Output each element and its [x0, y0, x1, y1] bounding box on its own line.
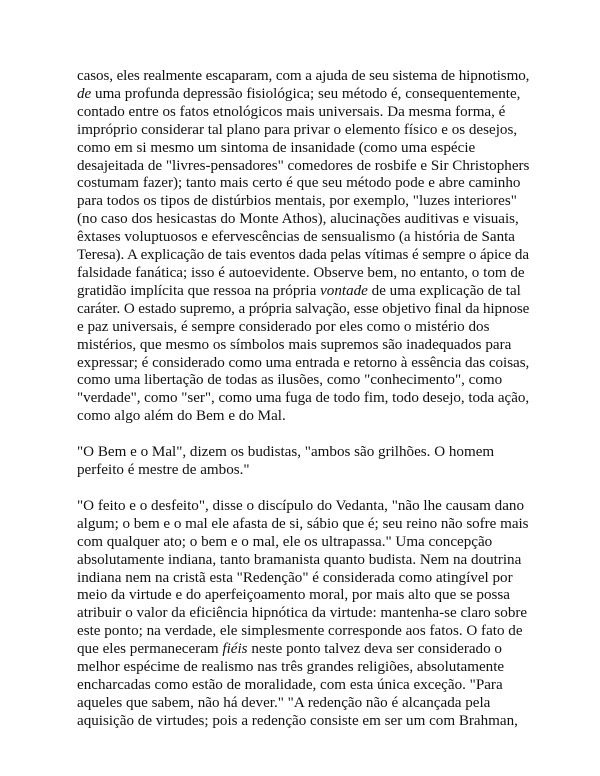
text-line	[77, 319, 525, 337]
text-line	[77, 552, 525, 570]
text-segment: que eles permaneceram	[77, 641, 223, 658]
text-segment: melhor espécime de realismo nas três grandes religiões, absolutamente	[77, 659, 505, 676]
text-line	[77, 605, 528, 623]
text-segment: impróprio considerar tal plano para privar o elemento físico e os desejos,	[77, 121, 518, 138]
text-line	[77, 695, 525, 713]
text-segment: mistérios, que mesmo os símbolos mais supremos são inadequados para	[77, 336, 512, 353]
text-segment: (no caso dos hesicastas do Monte Athos), alucinações auditivas e visuais,	[77, 211, 519, 228]
text-line	[77, 623, 525, 641]
text-segment: expressar; é considerado como uma entrada e retorno à essência das coisas,	[77, 354, 530, 371]
text-segment: perfeito é mestre de ambos."	[77, 462, 250, 479]
text-segment: este ponto; na verdade, ele simplesmente corresponde aos fatos. O fato de	[77, 623, 523, 640]
text-line	[77, 659, 525, 677]
text-segment: e paz universais, é sempre considerado por eles como o mistério dos	[77, 318, 490, 335]
text-line	[77, 140, 525, 158]
text-line	[77, 462, 525, 480]
text-line	[77, 372, 525, 390]
text-segment: aqueles que sabem, não há dever." "A redenção não é alcançada pela	[77, 694, 491, 711]
italic-text: vontade	[320, 282, 368, 299]
text-line	[77, 193, 525, 211]
paragraph	[77, 444, 525, 480]
text-line	[77, 641, 525, 659]
text-segment: "verdade", como "ser", como uma fuga de todo fim, todo desejo, toda ação,	[77, 390, 530, 407]
text-line	[77, 677, 525, 695]
paragraph	[77, 68, 530, 426]
italic-text: de	[77, 85, 92, 102]
text-segment: como uma libertação de todas as ilusões, como "conhecimento", como	[77, 372, 503, 389]
text-segment: de uma explicação de tal	[367, 282, 521, 299]
text-line	[77, 444, 525, 462]
text-line	[77, 713, 525, 731]
text-segment: atribuir o valor da eficiência hipnótica da virtude: mantenha-se claro sobre	[77, 605, 528, 622]
text-segment: casos, eles realmente escaparam, com a ajuda de seu sistema de hipnotismo,	[77, 68, 530, 84]
text-segment: costumam fazer); tanto mais certo é que seu método pode e abre caminho	[77, 175, 521, 192]
text-segment: aquisição de virtudes; pois a redenção consiste em ser um com Brahman,	[77, 712, 518, 729]
text-segment: absolutamente indiana, tanto bramanista quanto budista. Nem na doutrina	[77, 551, 522, 568]
text-line	[77, 68, 530, 86]
text-line	[77, 265, 525, 283]
text-line	[77, 122, 525, 140]
text-segment: desajeitada de "livres-pensadores" comedores de rosbife e Sir Christophers	[77, 157, 530, 174]
text-segment: encharcadas como estão de moralidade, com esta única exceção. "Para	[77, 677, 503, 693]
paragraph	[77, 497, 529, 731]
text-line	[77, 104, 525, 122]
text-segment: meio da virtude e do aperfeiçoamento moral, por mais alto que se possa	[77, 587, 510, 604]
text-segment: êxtases voluptuosos e efervescências de sensualismo (a história de Santa	[77, 229, 516, 246]
text-line	[77, 86, 525, 104]
text-line	[77, 587, 525, 605]
text-segment: uma profunda depressão fisiológica; seu método é, consequentemente,	[91, 85, 521, 102]
text-line	[77, 498, 525, 516]
text-segment: como em si mesmo um sintoma de insanidade (como uma espécie	[77, 139, 476, 156]
text-segment: indiana nem na cristã esta "Redenção" é considerada como atingível por	[77, 569, 513, 586]
text-line	[77, 390, 530, 408]
text-line	[77, 157, 530, 176]
text-segment: Teresa). A explicação de tais eventos dada pelas vítimas é sempre o ápice da	[77, 247, 529, 264]
text-segment: como algo além do Bem e do Mal.	[77, 408, 286, 425]
text-line	[77, 211, 525, 229]
text-segment: "O Bem e o Mal", dizem os budistas, "ambos são grilhões. O homem	[77, 444, 495, 461]
text-line	[77, 570, 525, 588]
text-line	[77, 354, 530, 373]
text-segment: contado entre os fatos etnológicos mais universais. Da mesma forma, é	[77, 103, 506, 120]
text-line	[77, 247, 529, 265]
text-line	[77, 229, 525, 247]
document-page	[77, 68, 530, 731]
text-line	[77, 337, 525, 355]
text-segment: "O feito e o desfeito", disse o discípulo do Vedanta, "não lhe causam dano	[77, 497, 525, 514]
text-segment: falsidade fanática; isso é autoevidente. Observe bem, no entanto, o tom de	[77, 264, 525, 281]
text-line	[77, 283, 525, 301]
text-line	[77, 408, 525, 426]
text-segment: com qualquer ato; o bem e o mal, ele os ultrapassa." Uma concepção	[77, 533, 493, 550]
text-segment: gratidão implícita que ressoa na própria	[77, 282, 321, 299]
italic-text: fiéis	[222, 641, 248, 658]
text-segment: para todos os tipos de distúrbios mentais, por exemplo, "luzes interiores"	[77, 193, 517, 210]
text-segment: neste ponto talvez deva ser considerado o	[247, 641, 502, 658]
text-line	[77, 534, 525, 552]
text-line	[77, 515, 529, 534]
text-segment: caráter. O estado supremo, a própria salvação, esse objetivo final da hipnose	[77, 300, 530, 317]
text-segment: algum; o bem e o mal ele afasta de si, sábio que é; seu reino não sofre mais	[77, 515, 529, 532]
text-line	[77, 175, 525, 193]
text-line	[77, 300, 530, 319]
